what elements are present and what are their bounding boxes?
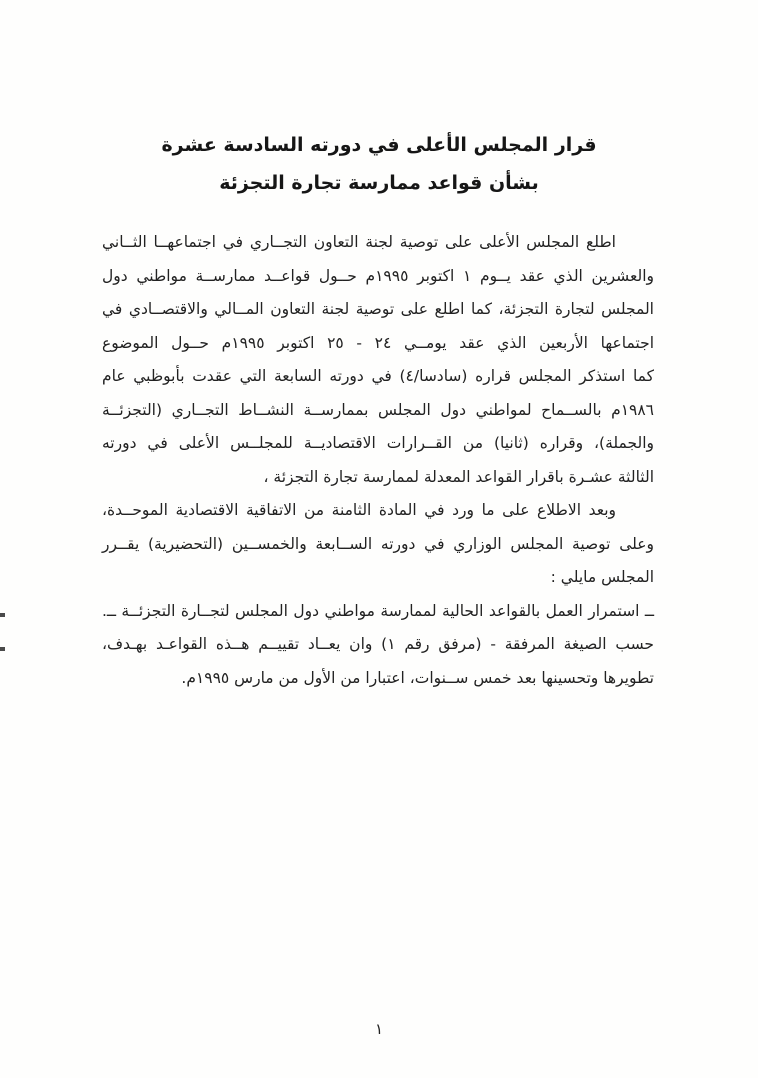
body-line: اطلع المجلس الأعلى على توصية لجنة التعاون التجــاري في اجتماعهــا الثــاني [102,233,616,251]
body-line: المجلس لتجارة التجزئة، كما اطلع على توصية لجنة التعاون المــالي والاقتصــادي في [102,300,654,318]
body-line: اجتماعها الأربعين الذي عقد يومــي ٢٤ - ٢٥ اكتوبر ١٩٩٥م حــول الموضوع [102,333,654,352]
body-line: والجملة)، وقراره (ثانيا) من القــرارات الاقتصاديــة للمجلــس الأعلى في دورته [102,434,654,452]
body-line: كما استذكر المجلس قراره (سادسا/٤) في دورته السابعة التي عقدت بأبوظبي عام [102,367,655,385]
page-number: ١ [374,1020,384,1038]
document-title [0,126,758,202]
scan-artifact-mark [0,613,5,617]
body-line: وعلى توصية المجلس الوزاري في دورته الســابعة والخمســين (التحضيرية) يقــرر [102,534,654,553]
body-line: والعشرين الذي عقد يــوم ١ اكتوبر ١٩٩٥م حــول قواعــد ممارســة مواطني دول [102,266,655,285]
document-title-line2: بشأن قواعد ممارسة تجارة التجزئة [219,172,539,194]
body-line: حسب الصيغة المرفقة - (مرفق رقم ١) وان يعــاد تقييــم هــذه القواعـد بهـدف، [102,635,654,653]
body-line: الثالثة عشـرة باقرار القواعد المعدلة لممارسة تجارة التجزئة ، [263,467,654,486]
body-line: المجلس مايلي : [550,568,654,586]
body-line: ــ استمرار العمل بالقواعد الحالية لممارسة مواطني دول المجلس لتجــارة التجزئــة ــ. [102,601,654,620]
body-line: ١٩٨٦م بالســماح لمواطني دول المجلس بممارســة النشــاط التجــاري (التجزئــة [102,400,654,419]
scan-artifact-mark [0,647,5,651]
document-body [102,226,654,695]
body-line: تطويرها وتحسينها بعد خمس ســنوات، اعتبارا من الأول من مارس ١٩٩٥م. [181,668,654,687]
document-title-line1: قرار المجلس الأعلى في دورته السادسة عشرة [161,134,597,156]
body-line: وبعد الاطلاع على ما ورد في المادة الثامنة من الاتفاقية الاقتصادية الموحــدة، [102,501,616,519]
